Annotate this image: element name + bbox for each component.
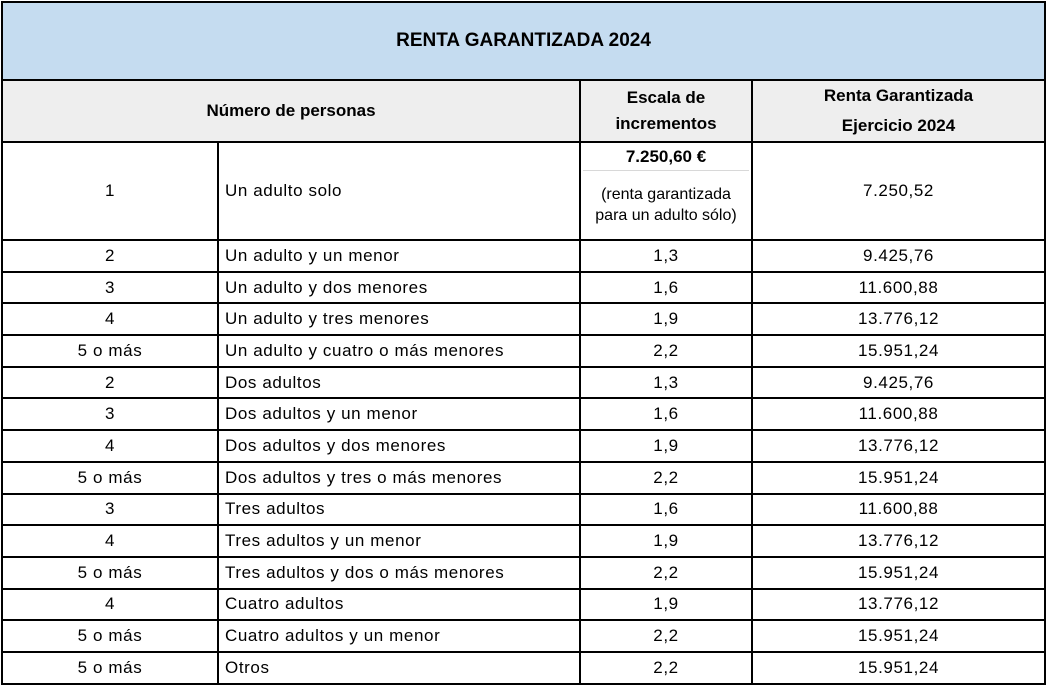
- cell-escala: 1,9: [580, 525, 752, 557]
- cell-renta: 13.776,12: [752, 525, 1045, 557]
- header-renta-line2: Ejercicio 2024: [841, 116, 956, 135]
- table-row: [2, 494, 1045, 526]
- cell-descripcion: Un adulto y dos menores: [218, 272, 580, 304]
- cell-descripcion: Un adulto solo: [218, 142, 580, 240]
- cell-escala: 1,9: [580, 303, 752, 335]
- cell-escala: 2,2: [580, 557, 752, 589]
- header-escala-incrementos: [580, 80, 752, 142]
- cell-escala: 2,2: [580, 462, 752, 494]
- cell-escala: 1,3: [580, 367, 752, 399]
- cell-num-personas: 1: [2, 142, 218, 240]
- table-row: [2, 240, 1045, 272]
- escala-note-line1: (renta garantizada: [601, 186, 731, 203]
- header-escala-line1: Escala de: [626, 88, 706, 107]
- cell-escala: 2,2: [580, 335, 752, 367]
- cell-escala: 2,2: [580, 620, 752, 652]
- header-numero-personas: Número de personas: [2, 80, 580, 142]
- table-row: [2, 303, 1045, 335]
- table-row: [2, 589, 1045, 621]
- cell-renta: 9.425,76: [752, 367, 1045, 399]
- cell-escala: 1,9: [580, 589, 752, 621]
- header-escala-line2: incrementos: [615, 114, 717, 133]
- cell-escala: 2,2: [580, 652, 752, 684]
- table-row: [2, 398, 1045, 430]
- cell-num-personas: 4: [2, 303, 218, 335]
- escala-base-note: [581, 171, 751, 239]
- table-row-adulto-solo: [2, 142, 1045, 240]
- cell-num-personas: 5 o más: [2, 652, 218, 684]
- table-row: [2, 430, 1045, 462]
- cell-num-personas: 3: [2, 494, 218, 526]
- table-title: RENTA GARANTIZADA 2024: [2, 2, 1045, 80]
- cell-renta: 15.951,24: [752, 335, 1045, 367]
- cell-num-personas: 2: [2, 240, 218, 272]
- cell-renta: 15.951,24: [752, 652, 1045, 684]
- cell-escala: 1,9: [580, 430, 752, 462]
- header-row: [2, 80, 1045, 142]
- cell-num-personas: 5 o más: [2, 557, 218, 589]
- table-row: [2, 557, 1045, 589]
- table-row: [2, 272, 1045, 304]
- cell-escala: [580, 142, 752, 240]
- cell-renta: 11.600,88: [752, 272, 1045, 304]
- table-row: [2, 525, 1045, 557]
- cell-renta: 11.600,88: [752, 494, 1045, 526]
- cell-renta: 13.776,12: [752, 589, 1045, 621]
- cell-renta: 9.425,76: [752, 240, 1045, 272]
- table-row: [2, 620, 1045, 652]
- cell-descripcion: Dos adultos: [218, 367, 580, 399]
- header-renta-line1: Renta Garantizada: [823, 86, 974, 105]
- table-row: [2, 462, 1045, 494]
- table-row: [2, 367, 1045, 399]
- cell-renta: 7.250,52: [752, 142, 1045, 240]
- cell-descripcion: Dos adultos y dos menores: [218, 430, 580, 462]
- cell-num-personas: 2: [2, 367, 218, 399]
- cell-escala: 1,3: [580, 240, 752, 272]
- cell-renta: 15.951,24: [752, 557, 1045, 589]
- cell-descripcion: Tres adultos: [218, 494, 580, 526]
- cell-escala: 1,6: [580, 272, 752, 304]
- cell-descripcion: Tres adultos y un menor: [218, 525, 580, 557]
- renta-garantizada-table-wrapper: [1, 1, 1044, 685]
- cell-renta: 13.776,12: [752, 303, 1045, 335]
- cell-descripcion: Cuatro adultos y un menor: [218, 620, 580, 652]
- cell-descripcion: Un adulto y un menor: [218, 240, 580, 272]
- cell-descripcion: Dos adultos y tres o más menores: [218, 462, 580, 494]
- cell-descripcion: Un adulto y cuatro o más menores: [218, 335, 580, 367]
- cell-renta: 15.951,24: [752, 462, 1045, 494]
- cell-num-personas: 4: [2, 525, 218, 557]
- cell-escala: 1,6: [580, 494, 752, 526]
- escala-note-line2: para un adulto sólo): [595, 207, 737, 224]
- cell-escala: 1,6: [580, 398, 752, 430]
- cell-renta: 11.600,88: [752, 398, 1045, 430]
- title-row: [2, 2, 1045, 80]
- cell-descripcion: Dos adultos y un menor: [218, 398, 580, 430]
- cell-num-personas: 5 o más: [2, 620, 218, 652]
- cell-renta: 15.951,24: [752, 620, 1045, 652]
- cell-descripcion: Un adulto y tres menores: [218, 303, 580, 335]
- cell-descripcion: Tres adultos y dos o más menores: [218, 557, 580, 589]
- table-row: [2, 652, 1045, 684]
- cell-renta: 13.776,12: [752, 430, 1045, 462]
- cell-num-personas: 5 o más: [2, 335, 218, 367]
- cell-num-personas: 3: [2, 272, 218, 304]
- header-renta-garantizada: [752, 80, 1045, 142]
- cell-num-personas: 5 o más: [2, 462, 218, 494]
- cell-num-personas: 4: [2, 589, 218, 621]
- cell-descripcion: Cuatro adultos: [218, 589, 580, 621]
- table-row: [2, 335, 1045, 367]
- cell-num-personas: 3: [2, 398, 218, 430]
- cell-num-personas: 4: [2, 430, 218, 462]
- cell-descripcion: Otros: [218, 652, 580, 684]
- renta-garantizada-table: [1, 1, 1046, 685]
- escala-base-value: 7.250,60 €: [583, 143, 749, 171]
